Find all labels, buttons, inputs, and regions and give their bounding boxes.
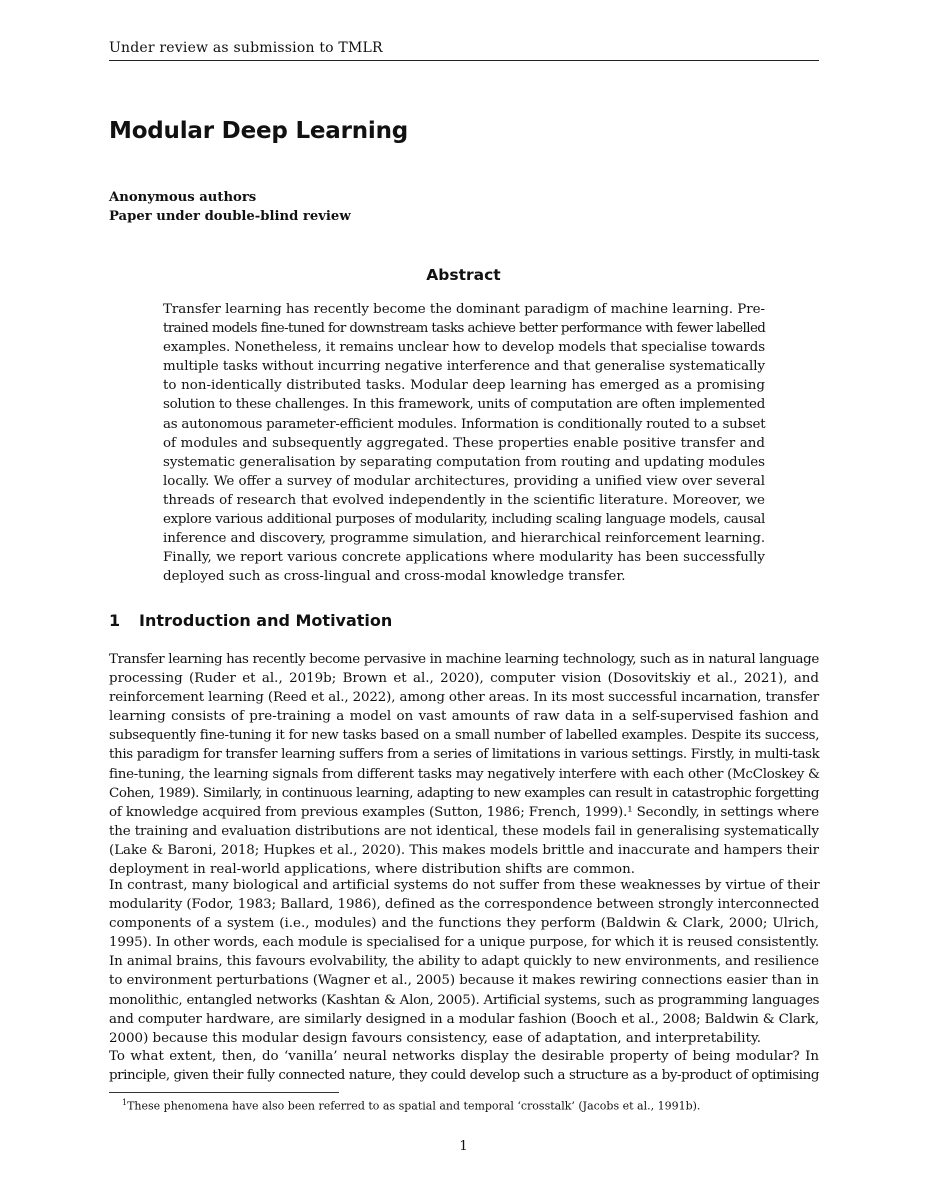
- footnote-text: These phenomena have also been referred to as spatial and temporal ‘crosstalk’ (Jacobs et al., 1991b).: [127, 1099, 701, 1113]
- text-line: monolithic, entangled networks (Kashtan & Alon, 2005). Artificial systems, such as programming languages: [109, 992, 820, 1008]
- text-line: Cohen, 1989). Similarly, in continuous learning, adapting to new examples can result in catastrophic forgetting: [109, 785, 819, 801]
- author-line: Anonymous authors: [109, 190, 257, 205]
- section-heading: [109, 611, 392, 630]
- intro-paragraph-3: [109, 1047, 819, 1085]
- footnote-marker: 1: [122, 1098, 128, 1107]
- text-line: modularity (Fodor, 1983; Ballard, 1986), defined as the correspondence between strongly interconnected: [109, 897, 820, 913]
- text-line: principle, given their fully connected nature, they could develop such a structure as a by-product of optimising: [109, 1068, 819, 1084]
- text-line: components of a system (i.e., modules) and the functions they perform (Baldwin & Clark, 2000; Ulrich,: [109, 916, 819, 932]
- text-line: processing (Ruder et al., 2019b; Brown et al., 2020), computer vision (Dosovitskiy et al., 2021), and: [109, 671, 819, 687]
- text-line: In contrast, many biological and artificial systems do not suffer from these weaknesses by virtue of their: [109, 878, 820, 893]
- author-block: [109, 188, 351, 226]
- section-number: 1: [109, 611, 121, 630]
- text-line: reinforcement learning (Reed et al., 2022), among other areas. In its most successful incarnation, transfer: [109, 690, 819, 706]
- abstract-line: to non-identically distributed tasks. Modular deep learning has emerged as a promising: [163, 378, 765, 394]
- abstract-line: Transfer learning has recently become the dominant paradigm of machine learning. Pre-: [163, 302, 765, 317]
- abstract-line: as autonomous parameter-efficient modules. Information is conditionally routed to a subset: [163, 416, 766, 432]
- paper-title: Modular Deep Learning: [109, 118, 409, 144]
- text-line: Transfer learning has recently become pervasive in machine learning technology, such as in natural language: [109, 652, 819, 667]
- footnote-divider: [109, 1092, 339, 1093]
- text-line: deployment in real-world applications, where distribution shifts are common.: [109, 862, 635, 878]
- running-header: Under review as submission to TMLR: [109, 40, 819, 61]
- intro-paragraph-1: [109, 650, 819, 879]
- abstract-line: locally. We offer a survey of modular architectures, providing a unified view over several: [163, 473, 765, 489]
- text-line: to environment perturbations (Wagner et al., 2005) because it makes rewiring connections easier than in: [109, 973, 819, 989]
- abstract-line: threads of research that evolved independently in the scientific literature. Moreover, we: [163, 492, 765, 508]
- review-note: Paper under double-blind review: [109, 209, 351, 224]
- page-number: 1: [459, 1139, 468, 1154]
- text-line: (Lake & Baroni, 2018; Hupkes et al., 2020). This makes models brittle and inaccurate and hampers their: [109, 842, 819, 858]
- section-title: Introduction and Motivation: [139, 611, 393, 630]
- text-line: the training and evaluation distributions are not identical, these models fail in generalising systematically: [109, 823, 819, 839]
- text-line: 2000) because this modular design favours consistency, ease of adaptation, and interpretability.: [109, 1030, 761, 1046]
- text-line: and computer hardware, are similarly designed in a modular fashion (Booch et al., 2008; Baldwin & Clark,: [109, 1011, 819, 1027]
- text-line: 1995). In other words, each module is specialised for a unique purpose, for which it is reused consistently.: [109, 935, 820, 951]
- abstract-body: [163, 300, 765, 586]
- intro-paragraph-2: [109, 876, 819, 1048]
- abstract-line: of modules and subsequently aggregated. These properties enable positive transfer and: [163, 435, 765, 451]
- text-line: this paradigm for transfer learning suffers from a series of limitations in various settings. Firstly, in multi-task: [109, 747, 820, 763]
- text-line: subsequently fine-tuning it for new tasks based on a small number of labelled examples. Despite its success,: [109, 728, 820, 744]
- abstract-line: systematic generalisation by separating computation from routing and updating modules: [163, 454, 765, 470]
- text-line: learning consists of pre-training a model on vast amounts of raw data in a self-supervised fashion and: [109, 709, 819, 725]
- abstract-line: multiple tasks without incurring negative interference and that generalise systematically: [163, 359, 765, 375]
- abstract-line: trained models fine-tuned for downstream tasks achieve better performance with fewer labelled: [163, 321, 766, 337]
- abstract-line: examples. Nonetheless, it remains unclear how to develop models that specialise towards: [163, 340, 766, 356]
- abstract-line: inference and discovery, programme simulation, and hierarchical reinforcement learning.: [163, 531, 765, 547]
- abstract-heading: Abstract: [426, 266, 501, 284]
- abstract-line: Finally, we report various concrete applications where modularity has been successfully: [163, 550, 765, 566]
- text-line: To what extent, then, do ‘vanilla’ neural networks display the desirable property of being modular? In: [109, 1049, 819, 1064]
- footnote: [122, 1095, 700, 1115]
- abstract-line: deployed such as cross-lingual and cross-modal knowledge transfer.: [163, 569, 626, 585]
- text-line: of knowledge acquired from previous examples (Sutton, 1986; French, 1999).¹ Secondly, in settings where: [109, 804, 819, 820]
- abstract-line: explore various additional purposes of modularity, including scaling language models, causal: [163, 512, 765, 528]
- text-line: fine-tuning, the learning signals from different tasks may negatively interfere with each other (McCloskey &: [109, 766, 820, 782]
- abstract-line: solution to these challenges. In this framework, units of computation are often implemented: [163, 397, 765, 413]
- text-line: In animal brains, this favours evolvability, the ability to adapt quickly to new environments, and resilience: [109, 954, 819, 970]
